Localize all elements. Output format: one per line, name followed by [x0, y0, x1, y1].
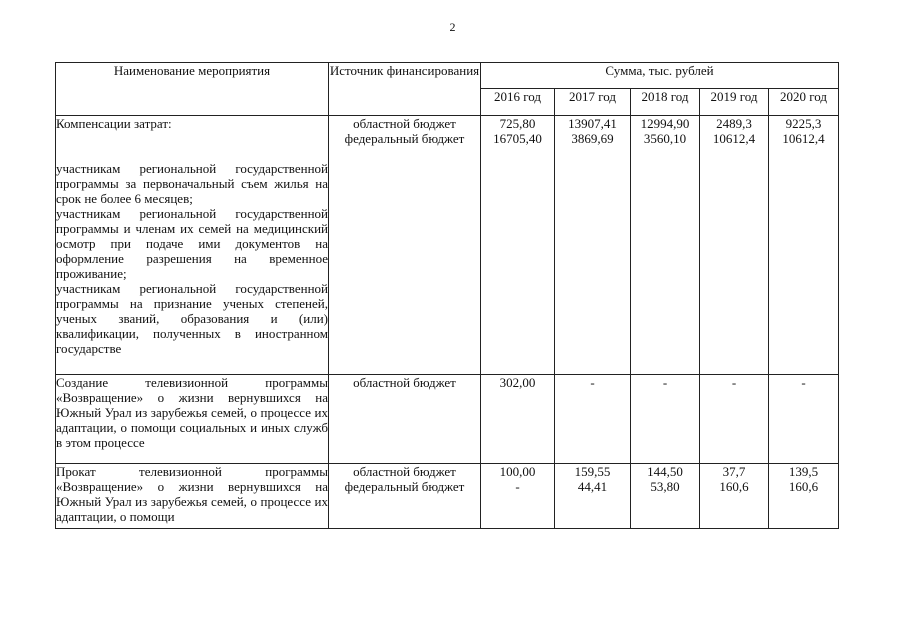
value: - — [662, 375, 668, 390]
header-year-2018: 2018 год — [631, 89, 700, 116]
row-name-cell: Прокат телевизионной программы «Возвращение» о жизни вернувшихся на Южный Урал из зарубежья семей, о процессе их адаптации, о помощи — [56, 464, 329, 529]
value: 53,80 — [650, 479, 680, 494]
value-cell-2017 — [555, 116, 631, 375]
header-sum: Сумма, тыс. рублей — [481, 63, 839, 89]
source-label: федеральный бюджет — [344, 479, 465, 494]
value: 16705,40 — [493, 131, 542, 146]
table-row — [56, 116, 839, 375]
value: 3560,10 — [643, 131, 687, 146]
row-title: Компенсации затрат: — [56, 116, 172, 131]
row-name-cell: Создание телевизионной программы «Возвращение» о жизни вернувшихся на Южный Урал из зарубежья семей, о процессе их адаптации, о помощи социальных и иных служб в этом процессе — [56, 375, 329, 464]
value: - — [515, 479, 520, 494]
value: 725,80 — [499, 116, 536, 131]
value: 160,6 — [719, 479, 749, 494]
row-item: участникам региональной государственной программы за первоначальный съем жилья на срок не более 6 месяцев; — [56, 161, 328, 206]
header-name: Наименование мероприятия — [56, 63, 329, 116]
row-name-cell — [56, 116, 329, 375]
header-year-2019: 2019 год — [700, 89, 769, 116]
row-source-cell — [329, 464, 481, 529]
value-cell-2016 — [481, 375, 555, 464]
row-item: участникам региональной государственной программы и членам их семей на медицинский осмотр при подаче ими документов на оформление разрешения на временное проживание; — [56, 206, 328, 281]
value: - — [590, 375, 595, 390]
value: 139,5 — [788, 464, 819, 479]
value: 159,55 — [574, 464, 611, 479]
value: 302,00 — [499, 375, 536, 390]
row-source-cell — [329, 116, 481, 375]
source-label: областной бюджет — [353, 375, 456, 390]
table-row — [56, 375, 839, 464]
value: - — [731, 375, 737, 390]
value-cell-2016 — [481, 116, 555, 375]
value-cell-2016 — [481, 464, 555, 529]
header-year-2017: 2017 год — [555, 89, 631, 116]
spacer — [56, 131, 328, 161]
source-label: областной бюджет — [353, 116, 456, 131]
value-cell-2020 — [769, 116, 839, 375]
row-source-cell — [329, 375, 481, 464]
source-label: областной бюджет — [353, 464, 456, 479]
value: 3869,69 — [571, 131, 614, 146]
value-cell-2019 — [700, 464, 769, 529]
table-row — [56, 464, 839, 529]
value-cell-2017 — [555, 464, 631, 529]
value: 37,7 — [722, 464, 746, 479]
value: 9225,3 — [785, 116, 822, 131]
header-year-2016: 2016 год — [481, 89, 555, 116]
header-source: Источник финансирования — [329, 63, 481, 116]
value: 100,00 — [499, 464, 536, 479]
value-cell-2018 — [631, 464, 700, 529]
page-number: 2 — [449, 20, 456, 34]
header-year-2020: 2020 год — [769, 89, 839, 116]
value: 13907,41 — [568, 116, 617, 131]
value-cell-2017 — [555, 375, 631, 464]
value: 160,6 — [788, 479, 819, 494]
value-cell-2018 — [631, 116, 700, 375]
value-cell-2020 — [769, 375, 839, 464]
value: 2489,3 — [716, 116, 752, 131]
value: 44,41 — [577, 479, 608, 494]
value-cell-2019 — [700, 375, 769, 464]
value-cell-2020 — [769, 464, 839, 529]
value: - — [801, 375, 806, 390]
value: 10612,4 — [782, 131, 825, 146]
value: 12994,90 — [640, 116, 690, 131]
value: 10612,4 — [712, 131, 756, 146]
row-item: участникам региональной государственной программы на признание ученых степеней, ученых званий, образования и (или) квалификации, полученных в иностранном государстве — [56, 281, 328, 356]
value: 144,50 — [647, 464, 683, 479]
source-label: федеральный бюджет — [344, 131, 465, 146]
value-cell-2019 — [700, 116, 769, 375]
budget-table — [55, 62, 839, 529]
value-cell-2018 — [631, 375, 700, 464]
